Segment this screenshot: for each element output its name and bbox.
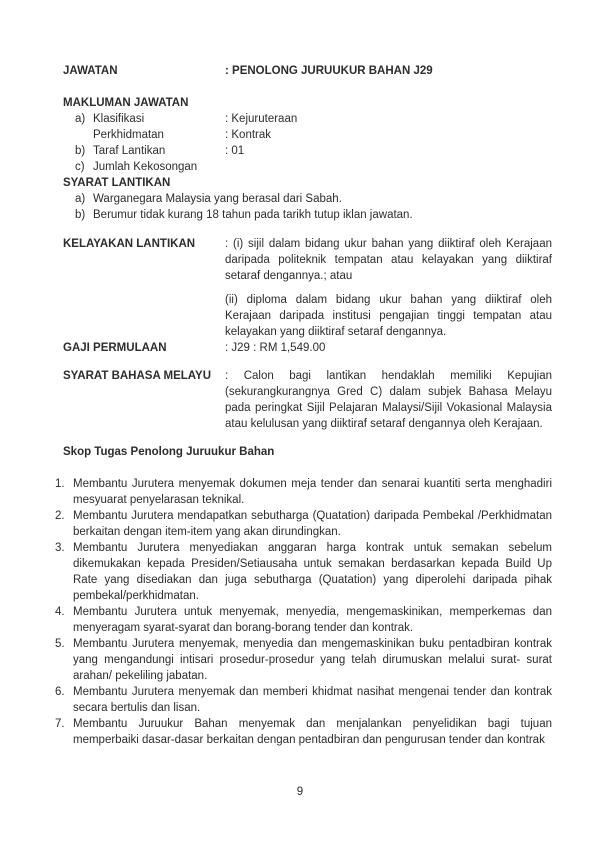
page-number: 9 bbox=[296, 786, 304, 798]
task-item bbox=[55, 636, 552, 684]
field-name: Perkhidmatan bbox=[93, 129, 164, 141]
job-title-row bbox=[63, 63, 552, 79]
list-letter: b) bbox=[75, 209, 86, 221]
syarat-lantikan-heading: SYARAT LANTIKAN bbox=[63, 177, 171, 189]
field-value: : Kontrak bbox=[225, 129, 272, 141]
job-title-label: JAWATAN bbox=[63, 65, 118, 77]
task-number: 1. bbox=[55, 478, 65, 490]
field-value: : 01 bbox=[225, 145, 245, 157]
task-number: 6. bbox=[55, 686, 65, 698]
task-item bbox=[55, 540, 552, 604]
condition-text: Warganegara Malaysia yang berasal dari Sabah. bbox=[93, 193, 342, 205]
list-letter: c) bbox=[75, 161, 85, 173]
task-item bbox=[55, 604, 552, 636]
task-text: Membantu Jurutera menyemak dan memberi khidmat nasihat mengenai tender dan kontrak secara bertulis dan lisan. bbox=[73, 686, 552, 714]
list-letter bbox=[75, 127, 93, 143]
job-title-value: : PENOLONG JURUUKUR BAHAN J29 bbox=[225, 65, 433, 77]
syarat-bahasa-melayu-value: : Calon bagi lantikan hendaklah memiliki Kepujian (sekurangkurangnya Gred C) dalam subjek Bahasa Melayu pada peringkat Sijil Pelajaran Malaysi/Sijil Vokasional Malaysia atau kelulusan yang diiktiraf setaraf dengannya oleh Kerajaan. bbox=[225, 370, 552, 430]
field-name: Klasifikasi bbox=[93, 113, 145, 125]
makluman-jawatan-heading: MAKLUMAN JAWATAN bbox=[63, 97, 189, 109]
gaji-permulaan-label: GAJI PERMULAAN bbox=[63, 342, 167, 354]
makluman-item-perkhidmatan bbox=[63, 127, 552, 143]
makluman-item-jumlah-kekosongan bbox=[63, 159, 552, 175]
task-number: 2. bbox=[55, 510, 65, 522]
makluman-item-klasifikasi bbox=[63, 111, 552, 127]
task-number: 5. bbox=[55, 638, 65, 650]
kelayakan-para-2: (ii) diploma dalam bidang ukur bahan yang diiktiraf oleh Kerajaan daripada institusi pengajian tinggi tempatan atau kelayakan yang diiktiraf setaraf dengannya. bbox=[225, 294, 552, 338]
skop-tugas-heading: Skop Tugas Penolong Juruukur Bahan bbox=[63, 446, 275, 458]
task-text: Membantu Jurutera menyediakan anggaran harga kontrak untuk semakan sebelum dikemukakan kepada Presiden/Setiausaha untuk semakan berdasarkan kepada Build Up Rate yang disediakan dan juga sebutharga (Quatation) yang diperolehi daripada pihak pembekal/perkhidmatan. bbox=[73, 542, 552, 602]
task-item bbox=[55, 476, 552, 508]
task-number: 4. bbox=[55, 606, 65, 618]
field-name: Taraf Lantikan bbox=[93, 145, 166, 157]
gaji-permulaan-row bbox=[63, 340, 552, 356]
task-item bbox=[55, 684, 552, 716]
task-number: 3. bbox=[55, 542, 65, 554]
task-text: Membantu Jurutera untuk menyemak, menyedia, mengemaskinikan, memperkemas dan menyeragam syarat-syarat dan borang-borang tender dan kontrak. bbox=[73, 606, 552, 634]
kelayakan-lantikan-value bbox=[225, 236, 552, 340]
gaji-permulaan-value: : J29 : RM 1,549.00 bbox=[225, 342, 326, 354]
task-number: 7. bbox=[55, 718, 65, 730]
field-value bbox=[225, 159, 552, 175]
field-name: Jumlah Kekosongan bbox=[93, 161, 198, 173]
list-letter: a) bbox=[75, 113, 86, 125]
syarat-bahasa-melayu-row bbox=[63, 368, 552, 432]
task-item bbox=[55, 508, 552, 540]
field-value: : Kejuruteraan bbox=[225, 113, 298, 125]
syarat-lantikan-item bbox=[63, 191, 552, 207]
syarat-bahasa-melayu-label: SYARAT BAHASA MELAYU bbox=[63, 370, 212, 382]
task-text: Membantu Jurutera menyemak dokumen meja tender dan senarai kuantiti serta menghadiri mesyuarat penyelarasan teknikal. bbox=[73, 478, 552, 506]
task-text: Membantu Juruukur Bahan menyemak dan menjalankan penyelidikan bagi tujuan memperbaiki dasar-dasar berkaitan dengan pentadbiran dan pengurusan tender dan kontrak bbox=[73, 718, 552, 746]
condition-text: Berumur tidak kurang 18 tahun pada tarikh tutup iklan jawatan. bbox=[93, 209, 413, 221]
task-text: Membantu Jurutera mendapatkan sebutharga (Quatation) daripada Pembekal /Perkhidmatan berkaitan dengan item-item yang akan dirundingkan. bbox=[73, 510, 552, 538]
makluman-item-taraf-lantikan bbox=[63, 143, 552, 159]
task-text: Membantu Jurutera menyemak, menyedia dan mengemaskinikan buku pentadbiran kontrak yang mengandungi intisari prosedur-prosedur yang telah dirumuskan melalui surat- surat arahan/ pekeliling jabatan. bbox=[73, 638, 552, 682]
kelayakan-lantikan-label: KELAYAKAN LANTIKAN bbox=[63, 238, 196, 250]
kelayakan-lantikan-row bbox=[63, 236, 552, 340]
task-item bbox=[55, 716, 552, 748]
list-letter: a) bbox=[75, 193, 86, 205]
syarat-lantikan-item bbox=[63, 207, 552, 223]
list-letter: b) bbox=[75, 145, 86, 157]
skop-tugas-list bbox=[55, 476, 552, 748]
kelayakan-para-1: : (i) sijil dalam bidang ukur bahan yang diiktiraf oleh Kerajaan daripada politeknik tempatan atau kelayakan yang diiktiraf setaraf dengannya.; atau bbox=[225, 238, 552, 282]
